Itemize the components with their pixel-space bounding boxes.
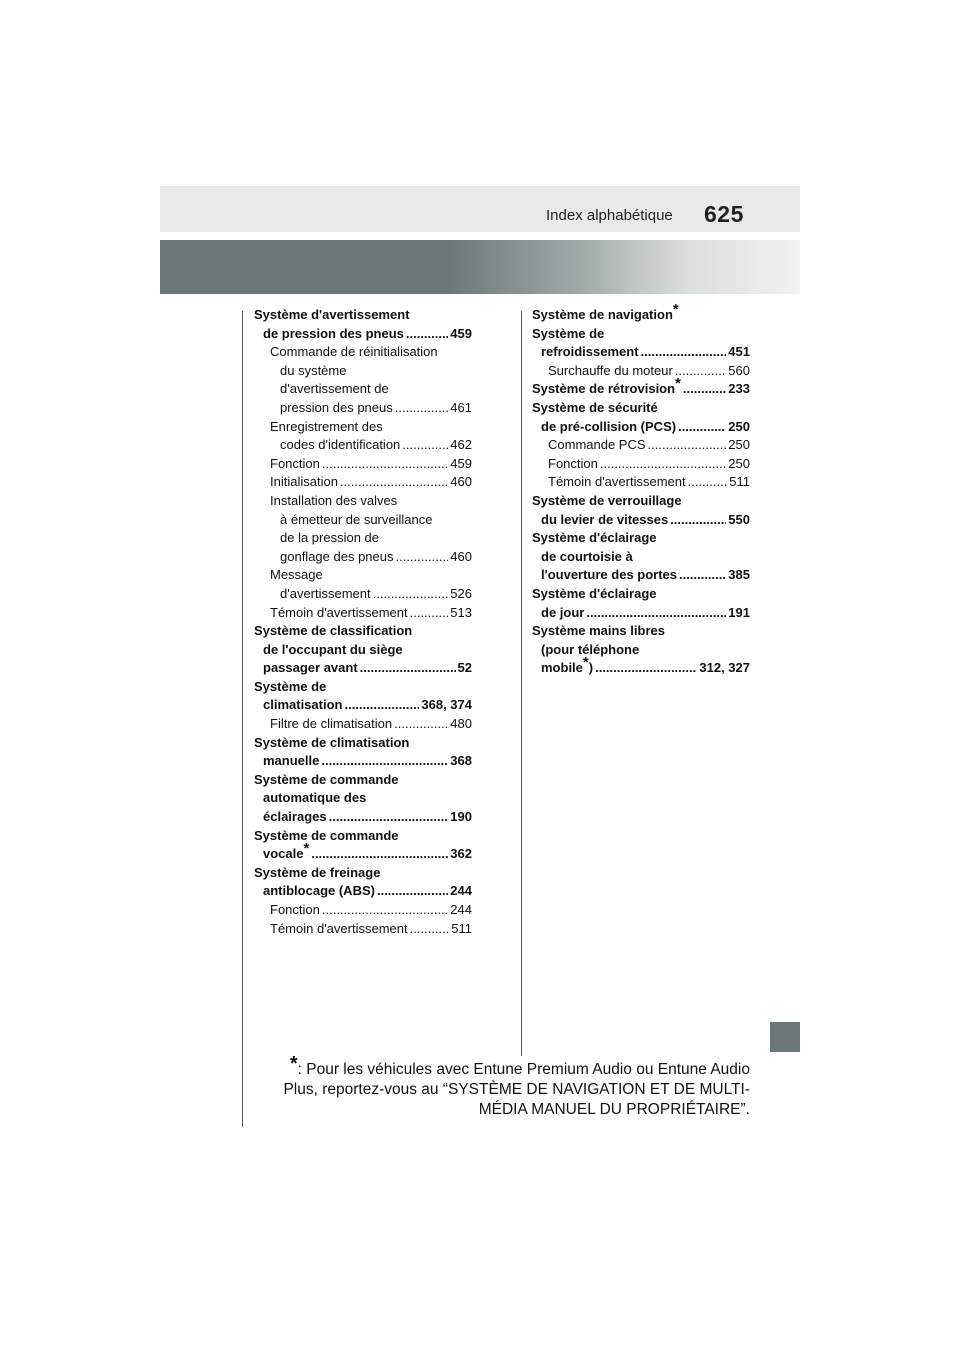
index-entry (254, 306, 472, 622)
entry-heading: Système mains libres (532, 623, 665, 639)
page-ref: 511 (451, 920, 472, 936)
page-ref: 190 (450, 809, 472, 825)
entry-heading-line: automatique des (263, 790, 367, 806)
sub-entry-line: pression des pneus ..... 461 (254, 399, 472, 418)
entry-heading-line: passager avant ..... 52 (254, 659, 472, 678)
entry-heading: Système de (532, 325, 605, 341)
entry-heading: Système de classification (254, 623, 413, 639)
entry-heading-line: du levier de vitesses ..... 550 (532, 511, 750, 530)
sub-entry: Témoin d'avertissement ..... 511 (254, 920, 472, 939)
entry-heading-line: refroidissement ..... 451 (532, 343, 750, 362)
index-entry (254, 622, 472, 678)
page-ref: 511 (729, 474, 750, 490)
column-divider-rule (521, 311, 522, 1056)
footnote-star-icon: * (675, 375, 681, 393)
index-entry (532, 622, 750, 678)
page-ref: 451 (728, 344, 750, 360)
sub-entry: Fonction ..... 250 (532, 455, 750, 474)
entry-heading-line: éclairages ..... 190 (254, 808, 472, 827)
entry-heading-line: de courtoisie à (541, 548, 633, 564)
index-entry (532, 585, 750, 622)
page-ref: 550 (728, 511, 750, 527)
entry-heading-line: climatisation ..... 368, 374 (254, 696, 472, 715)
page-ref: 368 (450, 753, 472, 769)
page-ref: 250 (728, 418, 750, 434)
page-ref: 526 (450, 585, 472, 601)
sub-entry: Message (270, 567, 323, 583)
index-column-right (532, 301, 750, 678)
sub-entry-line: du système (280, 362, 347, 378)
page-ref: 480 (450, 716, 472, 732)
index-entry (532, 399, 750, 492)
page-ref: 513 (450, 604, 472, 620)
footnote-line: *: Pour les véhicules avec Entune Premium Audio ou Entune Audio (289, 1053, 750, 1078)
sub-entry-line: à émetteur de surveillance (280, 511, 433, 527)
index-entry (254, 864, 472, 938)
page-number: 625 (704, 201, 744, 227)
sub-entry-line: codes d'identification ..... 462 (254, 436, 472, 455)
entry-heading: Système de rétrovision* ..... 233 (532, 380, 750, 399)
footnote-star-icon: * (289, 1053, 298, 1075)
sub-entry: Commande PCS ..... 250 (532, 436, 750, 455)
page-ref: 385 (728, 567, 750, 583)
page-ref: 233 (728, 381, 750, 397)
page-ref: 250 (728, 437, 750, 453)
entry-heading-line: de pré-collision (PCS) ..... 250 (532, 418, 750, 437)
sub-entry-line: gonflage des pneus ..... 460 (254, 548, 472, 567)
page-ref: 462 (450, 437, 472, 453)
entry-heading: Système d'éclairage (532, 530, 657, 546)
sub-entry: Surchauffe du moteur ..... 560 (532, 362, 750, 381)
section-thumb-tab (770, 1022, 800, 1052)
footnote (270, 1053, 750, 1120)
entry-heading: Système de sécurité (532, 399, 658, 415)
index-entry (532, 301, 750, 325)
entry-heading-line: de jour ..... 191 (532, 604, 750, 623)
entry-heading-line: de pression des pneus ..... 459 (254, 325, 472, 344)
entry-heading-line: (pour téléphone (541, 641, 640, 657)
page-ref: 250 (728, 455, 750, 471)
entry-heading: Système de climatisation (254, 734, 410, 750)
page-ref: 460 (450, 474, 472, 490)
sub-entry-line: d'avertissement de (280, 381, 389, 397)
entry-heading: Système de commande (254, 827, 399, 843)
sub-entry: Témoin d'avertissement ..... 511 (532, 473, 750, 492)
sub-entry: Fonction ..... 459 (254, 455, 472, 474)
index-entry (532, 325, 750, 381)
entry-heading: Système de commande (254, 771, 399, 787)
entry-heading-line: l'ouverture des portes ..... 385 (532, 566, 750, 585)
sub-entry: Commande de réinitialisation (270, 344, 438, 360)
footnote-line: MÉDIA MANUEL DU PROPRIÉTAIRE”. (478, 1101, 750, 1118)
page-ref: 368, 374 (421, 697, 472, 713)
index-entry (532, 529, 750, 585)
entry-heading: Système d'éclairage (532, 585, 657, 601)
entry-heading: Système de verrouillage (532, 492, 682, 508)
entry-heading: Système de (254, 678, 327, 694)
page-ref: 191 (728, 604, 750, 620)
sub-entry: Fonction ..... 244 (254, 901, 472, 920)
entry-heading-line: de l'occupant du siège (263, 641, 403, 657)
page-ref: 560 (728, 362, 750, 378)
index-entry (254, 734, 472, 771)
entry-heading-line: antiblocage (ABS) ..... 244 (254, 882, 472, 901)
page-header-title: Index alphabétique (546, 207, 673, 224)
sub-entry: Filtre de climatisation ..... 480 (254, 715, 472, 734)
footnote-line: Plus, reportez-vous au “SYSTÈME DE NAVIGATION ET DE MULTI- (283, 1081, 750, 1098)
page-ref: 460 (450, 548, 472, 564)
footnote-star-icon: * (303, 840, 310, 858)
decorative-gradient-bar (160, 240, 800, 294)
entry-heading-line: vocale* ..... 362 (254, 845, 472, 864)
page-ref: 459 (450, 325, 472, 341)
index-entry (532, 375, 750, 399)
entry-heading: Système d'avertissement (254, 307, 410, 322)
index-entry (254, 827, 472, 864)
page-ref: 52 (457, 660, 472, 676)
index-entry (254, 771, 472, 827)
entry-heading: Système de freinage (254, 864, 381, 880)
page-ref: 244 (450, 883, 472, 899)
index-entry (254, 678, 472, 734)
sub-entry-line: d'avertissement ..... 526 (254, 585, 472, 604)
sub-entry: Enregistrement des (270, 418, 383, 434)
entry-heading-line: manuelle ..... 368 (254, 752, 472, 771)
entry-heading-line: mobile*) ..... 312, 327 (532, 659, 750, 678)
sub-entry: Témoin d'avertissement ..... 513 (254, 604, 472, 623)
sub-entry: Installation des valves (270, 492, 398, 508)
footnote-star-icon: * (672, 301, 679, 318)
page-ref: 459 (450, 455, 472, 471)
sub-entry: Initialisation ..... 460 (254, 473, 472, 492)
footnote-star-icon: * (582, 654, 589, 672)
index-entry (532, 492, 750, 529)
left-margin-rule (242, 311, 243, 1127)
index-column-left (254, 306, 472, 938)
entry-heading: Système de navigation* (532, 301, 679, 322)
page-ref: 244 (450, 902, 472, 917)
page-ref: 312, 327 (699, 660, 750, 676)
page-ref: 461 (450, 399, 472, 415)
sub-entry-line: de la pression de (280, 530, 380, 546)
page-ref: 362 (450, 846, 472, 862)
